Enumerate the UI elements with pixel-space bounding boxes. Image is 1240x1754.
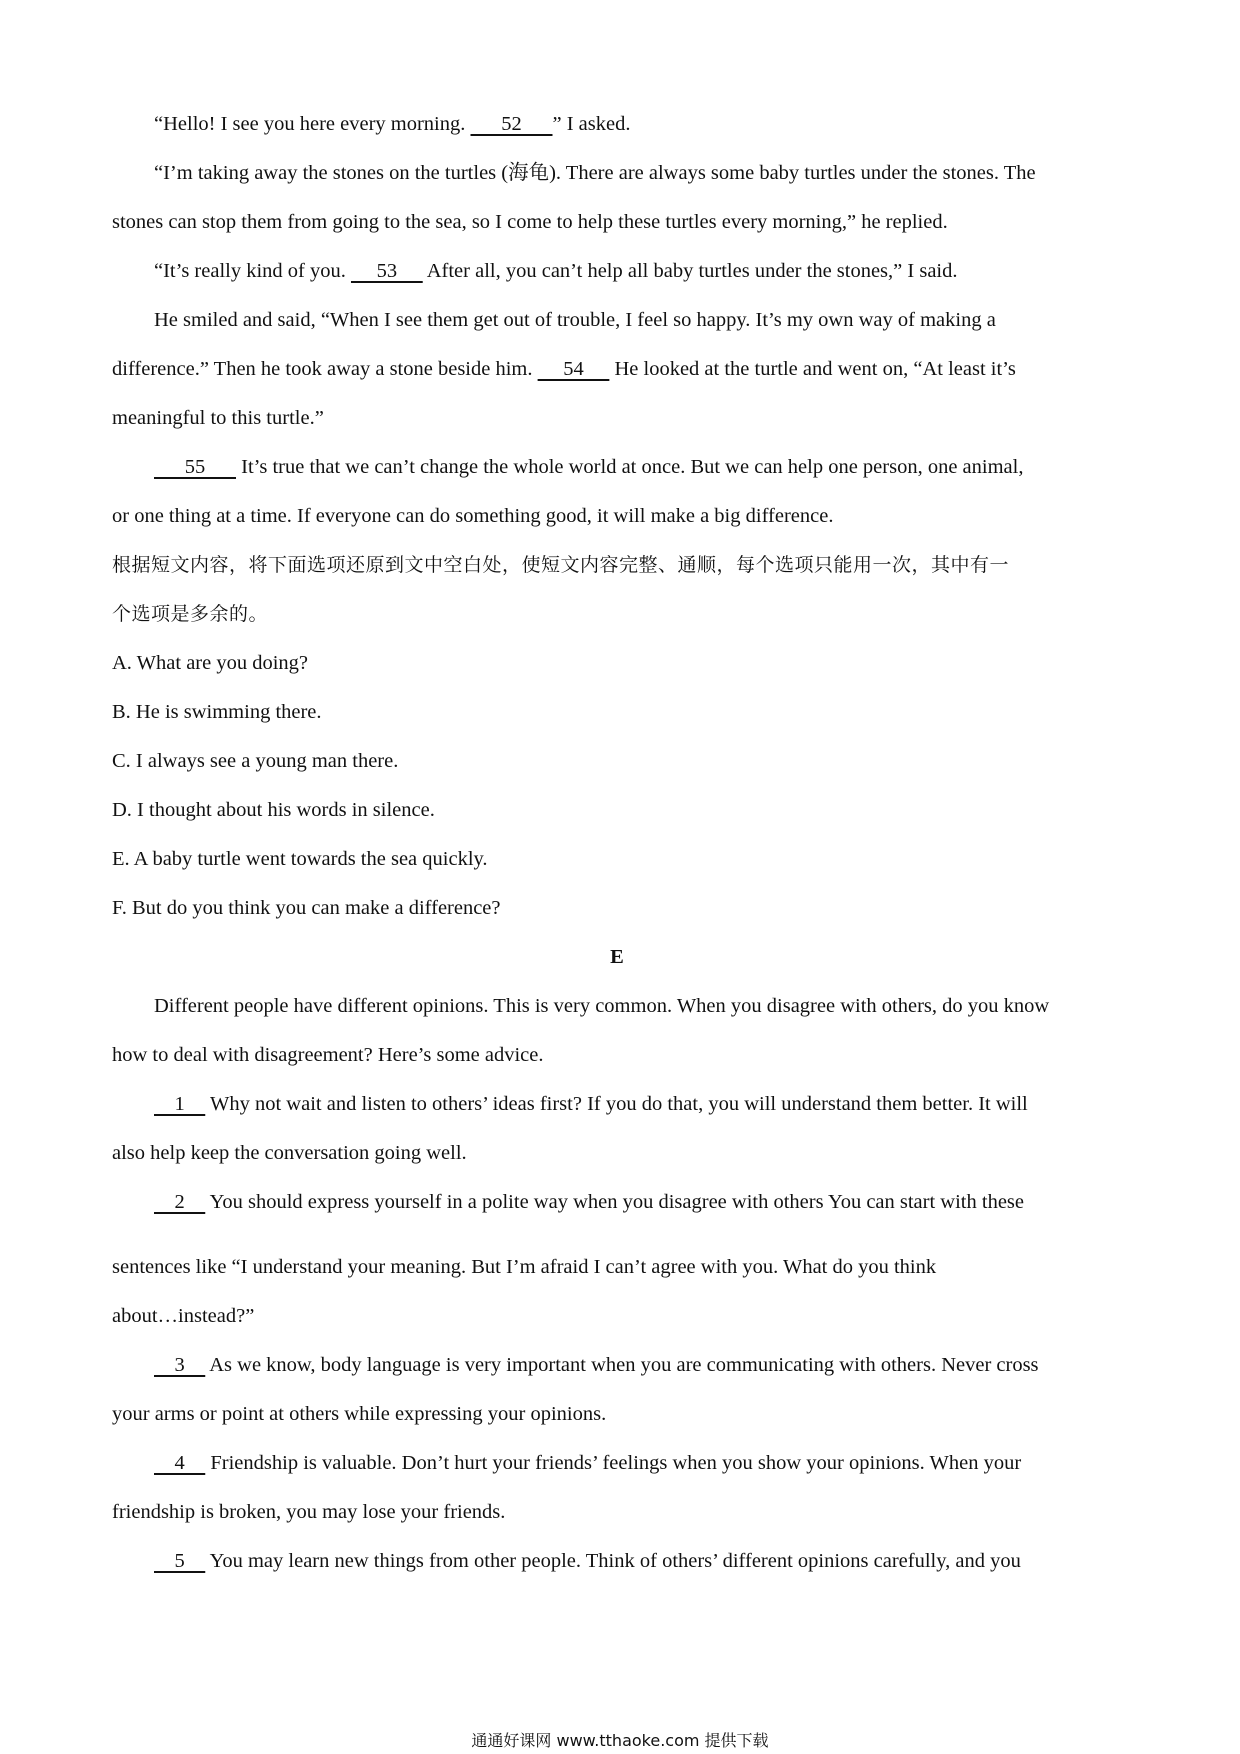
text: You should express yourself in a polite way when you disagree with others You can start with these <box>205 1191 1024 1213</box>
question-3-line-1 <box>112 1341 1122 1390</box>
paragraph-smiled-line-2 <box>112 345 1122 394</box>
text: Friendship is valuable. Don’t hurt your friends’ feelings when you show your opinions. When your <box>205 1452 1022 1474</box>
paragraph-reply-line-1: “I’m taking away the stones on the turtles (海龟). There are always some baby turtles under the stones. The <box>154 162 1036 184</box>
option-c: C. I always see a young man there. <box>112 750 399 772</box>
section-heading-e: E <box>610 946 624 968</box>
intro-line-2: how to deal with disagreement? Here’s some advice. <box>112 1044 544 1066</box>
blank-1: 1 <box>154 1093 206 1115</box>
option-e: E. A baby turtle went towards the sea quickly. <box>112 848 488 870</box>
text: “Hello! I see you here every morning. <box>154 113 471 135</box>
paragraph-smiled-line-1: He smiled and said, “When I see them get out of trouble, I feel so happy. It’s my own way of making a <box>154 309 996 331</box>
text: It’s true that we can’t change the whole world at once. But we can help one person, one animal, <box>236 456 1024 478</box>
instruction-line-2: 个选项是多余的。 <box>112 603 269 625</box>
question-4-line-2: friendship is broken, you may lose your friends. <box>112 1501 506 1523</box>
blank-54: 54 <box>537 358 610 380</box>
paragraph-kind <box>112 247 1122 296</box>
question-2-line-1 <box>112 1178 1122 1227</box>
blank-55: 55 <box>154 456 236 478</box>
text: difference.” Then he took away a stone beside him. <box>112 358 538 380</box>
question-1-line-1 <box>112 1080 1122 1129</box>
paragraph-conclusion-line-1 <box>112 443 1122 492</box>
option-b: B. He is swimming there. <box>112 701 322 723</box>
blank-3: 3 <box>154 1354 206 1376</box>
option-d: D. I thought about his words in silence. <box>112 799 435 821</box>
blank-4: 4 <box>154 1452 206 1474</box>
paragraph-reply-line-2: stones can stop them from going to the sea, so I come to help these turtles every morning,” he replied. <box>112 211 948 233</box>
question-5-line-1 <box>112 1537 1122 1586</box>
question-3-line-2: your arms or point at others while expressing your opinions. <box>112 1403 607 1425</box>
blank-2: 2 <box>154 1191 206 1213</box>
text: After all, you can’t help all baby turtles under the stones,” I said. <box>422 260 958 282</box>
question-2-line-3: about…instead?” <box>112 1305 255 1327</box>
text: As we know, body language is very important when you are communicating with others. Never cross <box>205 1354 1039 1376</box>
question-4-line-1 <box>112 1439 1122 1488</box>
document-page <box>112 100 1122 1586</box>
blank-53: 53 <box>350 260 423 282</box>
question-2-line-2: sentences like “I understand your meaning. But I’m afraid I can’t agree with you. What do you think <box>112 1256 937 1278</box>
text: “It’s really kind of you. <box>154 260 351 282</box>
blank-52: 52 <box>470 113 553 135</box>
option-a: A. What are you doing? <box>112 652 309 674</box>
page-footer: 通通好课网 www.tthaoke.com 提供下载 <box>471 1731 769 1750</box>
paragraph-greeting <box>112 100 1122 149</box>
paragraph-conclusion-line-2: or one thing at a time. If everyone can do something good, it will make a big difference. <box>112 505 834 527</box>
instruction-line-1: 根据短文内容，将下面选项还原到文中空白处，使短文内容完整、通顺，每个选项只能用一次，其中有一 <box>112 554 1010 576</box>
text: ” I asked. <box>552 113 631 135</box>
question-1-line-2: also help keep the conversation going well. <box>112 1142 467 1164</box>
option-f: F. But do you think you can make a difference? <box>112 897 501 919</box>
text: He looked at the turtle and went on, “At least it’s <box>609 358 1016 380</box>
text: Why not wait and listen to others’ ideas first? If you do that, you will understand them better. It will <box>205 1093 1028 1115</box>
paragraph-smiled-line-3: meaningful to this turtle.” <box>112 407 324 429</box>
text: You may learn new things from other people. Think of others’ different opinions carefully, and you <box>205 1550 1021 1572</box>
intro-line-1: Different people have different opinions. This is very common. When you disagree with others, do you know <box>154 995 1050 1017</box>
blank-5: 5 <box>154 1550 206 1572</box>
